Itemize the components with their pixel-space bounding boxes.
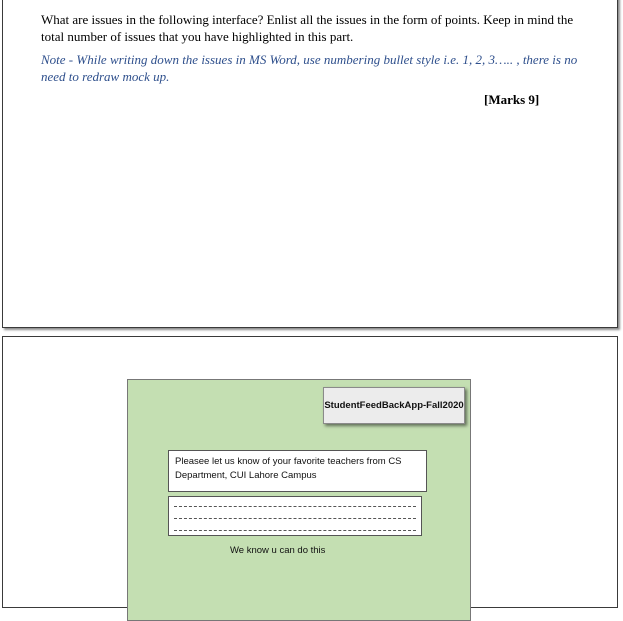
prompt-box: Pleasee let us know of your favorite teachers from CS Department, CUI Lahore Campus	[168, 450, 427, 492]
input-line	[174, 530, 416, 531]
question-page	[2, 0, 618, 328]
question-text: What are issues in the following interface? Enlist all the issues in the form of points. Keep in mind the total number of issues that you have highlighted in this part.	[41, 12, 574, 44]
teacher-input-field[interactable]	[168, 496, 422, 536]
input-line	[174, 518, 416, 519]
footer-text: We know u can do this	[230, 545, 326, 556]
marks-label: [Marks 9]	[484, 92, 540, 107]
note-text: Note - While writing down the issues in MS Word, use numbering bullet style i.e. 1, 2, 3….. , there is no need to redraw mock up.	[41, 52, 578, 84]
app-mockup	[127, 379, 471, 621]
app-title-button[interactable]: StudentFeedBackApp-Fall2020	[323, 387, 465, 424]
mockup-page	[2, 336, 618, 608]
input-line	[174, 506, 416, 507]
